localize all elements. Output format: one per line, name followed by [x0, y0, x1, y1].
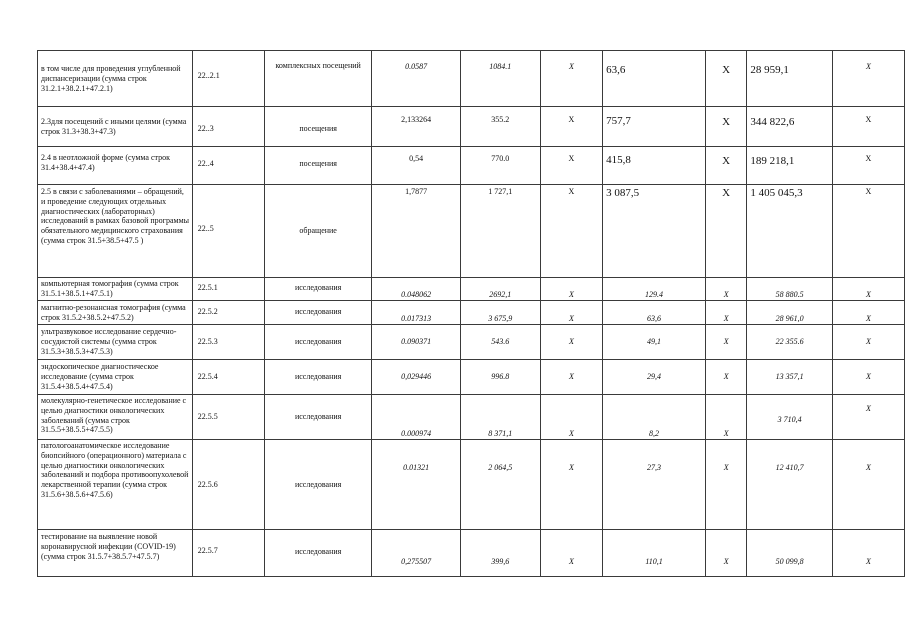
row-x-2: Х	[723, 290, 729, 299]
row-unit: исследования	[294, 283, 342, 292]
row-value-1: 1,7877	[405, 187, 428, 196]
row-value-1: 0,275507	[401, 557, 432, 566]
row-unit: исследования	[294, 372, 342, 381]
row-value-2: 770.0	[491, 154, 510, 163]
row-unit: комплексных посещений	[275, 61, 361, 70]
table-row	[38, 278, 905, 301]
row-x-1: Х	[568, 290, 574, 299]
table-row	[38, 440, 905, 530]
row-value-3: 63,6	[606, 64, 626, 76]
row-value-4: 344 822,6	[750, 116, 795, 128]
row-description: молекулярно-генетическое исследование с целью диагностики онкологических заболеваний (сумма строк 31.5.5+38.5.5+47.5.5)	[41, 396, 187, 435]
row-x-2: Х	[723, 314, 729, 323]
data-table	[37, 50, 905, 577]
row-value-1: 2,133264	[401, 115, 432, 124]
row-unit: исследования	[294, 307, 342, 316]
row-value-3: 8,2	[649, 429, 660, 438]
row-code: 22..5	[197, 224, 214, 233]
row-x-1: Х	[568, 463, 574, 472]
row-x-3: Х	[865, 187, 872, 196]
row-value-2: 1084.1	[489, 62, 512, 71]
row-value-3: 110,1	[645, 557, 663, 566]
row-description: ультразвуковое исследование сердечно-сосудистой системы (сумма строк 31.5.3+38.5.3+47.5.3)	[41, 327, 177, 356]
row-value-3: 129.4	[645, 290, 664, 299]
row-description: 2.4 в неотложной форме (сумма строк 31.4+38.4+47.4)	[41, 153, 171, 172]
row-unit: исследования	[294, 547, 342, 556]
row-unit: обращение	[299, 226, 337, 235]
row-value-3: 63,6	[647, 314, 662, 323]
row-x-2: Х	[723, 372, 729, 381]
row-value-3: 27,3	[647, 463, 662, 472]
row-x-2: Х	[723, 429, 729, 438]
table-row	[38, 395, 905, 440]
row-x-1: Х	[568, 115, 575, 124]
row-code: 22.5.6	[197, 480, 218, 489]
row-x-1: Х	[568, 372, 574, 381]
table-row	[38, 51, 905, 107]
row-value-1: 0,54	[409, 154, 424, 163]
row-value-4: 28 959,1	[750, 64, 789, 76]
row-code: 22..3	[197, 124, 214, 133]
row-x-1: Х	[568, 557, 574, 566]
row-value-4: 189 218,1	[750, 155, 795, 167]
row-unit: исследования	[294, 480, 342, 489]
row-value-4: 28 961,0	[775, 314, 804, 323]
row-value-1: 0.048062	[401, 290, 432, 299]
row-value-3: 415,8	[606, 154, 631, 166]
row-description: магнитно-резонансная томография (сумма строк 31.5.2+38.5.2+47.5.2)	[41, 303, 186, 322]
row-x-2: Х	[723, 557, 729, 566]
row-code: 22.5.4	[197, 372, 218, 381]
row-x-3: Х	[865, 337, 871, 346]
row-x-1: Х	[568, 314, 574, 323]
row-x-1: Х	[568, 429, 574, 438]
row-code: 22..2.1	[197, 71, 220, 80]
row-x-2: Х	[722, 187, 731, 199]
row-value-1: 0.0587	[405, 62, 428, 71]
row-value-4: 12 410,7	[775, 463, 804, 472]
row-value-1: 0.01321	[403, 463, 430, 472]
row-description: тестирование на выявление новой коронавирусной инфекции (COVID-19) (сумма строк 31.5.7+38.5.7+47.5.7)	[41, 532, 176, 561]
row-unit: исследования	[294, 337, 342, 346]
row-value-4: 58 880.5	[775, 290, 804, 299]
row-code: 22.5.5	[197, 412, 218, 421]
table-row	[38, 147, 905, 185]
row-value-3: 29,4	[647, 372, 662, 381]
row-x-2: Х	[723, 463, 729, 472]
row-description: в том числе для проведения углубленной диспансеризации (сумма строк 31.2.1+38.2.1+47.2.1)	[41, 64, 181, 93]
row-description: компьютерная томография (сумма строк 31.5.1+38.5.1+47.5.1)	[41, 279, 179, 298]
row-x-3: Х	[865, 115, 872, 124]
table-row	[38, 530, 905, 577]
row-x-2: Х	[723, 337, 729, 346]
row-code: 22.5.7	[197, 546, 218, 555]
row-value-2: 1 727,1	[488, 187, 513, 196]
row-value-1: 0.000974	[401, 429, 432, 438]
row-description: 2.3для посещений с иными целями (сумма строк 31.3+38.3+47.3)	[41, 117, 187, 136]
row-value-4: 22 355.6	[775, 337, 804, 346]
row-x-3: Х	[865, 62, 871, 71]
row-value-4: 13 357,1	[775, 372, 804, 381]
row-value-2: 355.2	[491, 115, 510, 124]
row-value-1: 0.017313	[401, 314, 432, 323]
row-x-2: Х	[722, 116, 731, 128]
row-code: 22..4	[197, 159, 214, 168]
row-description: патологоанатомическое исследование биопсийного (операционного) материала с целью диагностики онкологических заболеваний и подбора противоопухолевой лекарственной терапии (сумма строк 31.5.6+38.5.6+47.5.6)	[41, 441, 189, 499]
row-value-1: 0.090371	[401, 337, 432, 346]
row-value-4: 1 405 045,3	[750, 187, 803, 199]
row-value-2: 543.6	[491, 337, 510, 346]
row-value-3: 49,1	[647, 337, 662, 346]
row-code: 22.5.3	[197, 337, 218, 346]
row-value-1: 0,029446	[401, 372, 432, 381]
row-unit: исследования	[294, 412, 342, 421]
row-x-3: Х	[865, 372, 871, 381]
row-unit: посещения	[299, 124, 337, 133]
row-x-3: Х	[865, 463, 871, 472]
row-x-3: Х	[865, 557, 871, 566]
row-code: 22.5.1	[197, 283, 218, 292]
row-x-3: Х	[865, 404, 871, 413]
row-unit: посещения	[299, 159, 337, 168]
table-row	[38, 325, 905, 360]
row-x-2: Х	[722, 64, 731, 76]
row-value-3: 757,7	[606, 115, 631, 127]
row-value-2: 996.8	[491, 372, 510, 381]
table-row	[38, 185, 905, 278]
row-description: эндоскопическое диагностическое исследование (сумма строк 31.5.4+38.5.4+47.5.4)	[41, 362, 159, 391]
row-x-2: Х	[722, 155, 731, 167]
row-x-1: Х	[568, 337, 574, 346]
row-code: 22.5.2	[197, 307, 218, 316]
row-x-1: Х	[568, 154, 575, 163]
row-value-2: 8 371,1	[488, 429, 513, 438]
row-value-4: 3 710,4	[777, 415, 802, 424]
table-row	[38, 301, 905, 325]
row-x-3: Х	[865, 314, 871, 323]
row-description: 2.5 в связи с заболеваниями – обращений, и проведение следующих отдельных диагностических (лабораторных) исследований в рамках базовой программы обязательного медицинского страхования (сумма строк 31.5+38.5+47.5 )	[41, 187, 190, 245]
row-value-3: 3 087,5	[606, 187, 640, 199]
row-x-3: Х	[865, 154, 872, 163]
table-row	[38, 107, 905, 147]
row-value-2: 3 675,9	[488, 314, 513, 323]
row-value-2: 2692,1	[489, 290, 512, 299]
row-x-3: Х	[865, 290, 871, 299]
table-row	[38, 360, 905, 395]
row-x-1: Х	[568, 187, 575, 196]
row-value-2: 399,6	[491, 557, 510, 566]
row-value-4: 50 099,8	[775, 557, 804, 566]
row-x-1: Х	[568, 62, 574, 71]
row-value-2: 2 064,5	[488, 463, 513, 472]
